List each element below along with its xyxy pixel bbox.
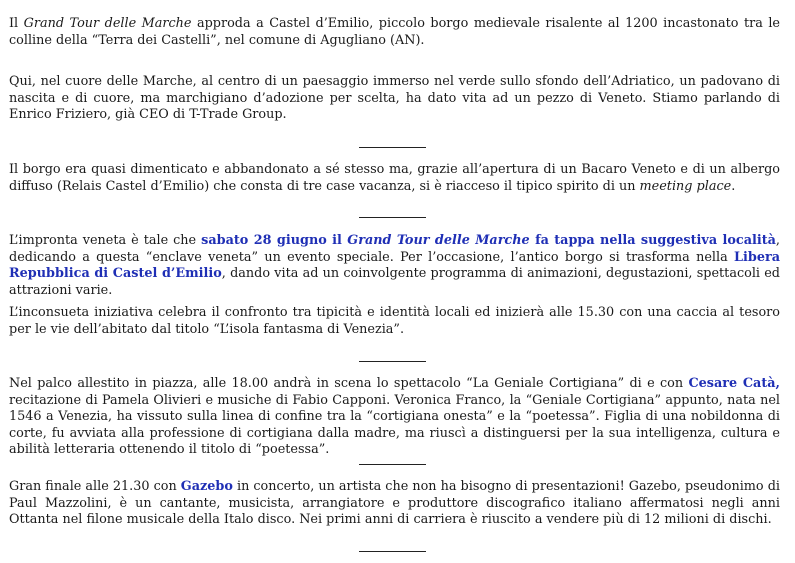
separator (359, 217, 426, 218)
paragraph-spettacolo (9, 376, 780, 459)
text: Il borgo era quasi dimenticato e abbandonato a sé stesso ma, grazie all’apertura di un Bacaro Veneto e di un albergo diffuso (Relais Castel d’Emilio) che consta di tre case vacanza, si è riacceso il tipico spirito di un (9, 162, 780, 194)
text: approda a Castel d’Emilio, piccolo borgo medievale risalente al 1200 incastonato tra le colline della “Terra dei Castelli”, nel comune di Agugliano (AN). (9, 16, 780, 48)
separator (359, 464, 426, 465)
link-text: fa tappa nella suggestiva località (529, 233, 776, 248)
separator (359, 361, 426, 362)
emphasis-grand-tour: Grand Tour delle Marche (23, 16, 192, 31)
text: Gran finale alle 21.30 con (9, 479, 181, 494)
text: Nel palco allestito in piazza, alle 18.00 andrà in scena lo spettacolo “La Geniale Cortigiana” di e con (9, 376, 689, 391)
text: in concerto, un artista che non ha bisogno di presentazioni! Gazebo, pseudonimo di Paul Mazzolini, è un cantante, musicista, arrangiatore e produttore discografico italiano affermatosi negli anni Ottanta nel filone musicale della Italo disco. Nei primi anni di carriera è riuscito a vendere più di 12 milioni di dischi. (9, 479, 780, 528)
link-text: sabato 28 giugno il (201, 233, 348, 248)
separator (359, 147, 426, 148)
text: recitazione di Pamela Olivieri e musiche di Fabio Capponi. Veronica Franco, la “Geniale Cortigiana” appunto, nata nel 1546 a Venezia, ha vissuto sulla linea di confine tra la “cortigiana onesta” e la “poetessa”. Figlia di una nobildonna di corte, fu avviata alla professione di cortigiana dalla madre, ma riuscì a distinguersi per la sua intelligenza, cultura e abilità letteraria ottenendo il titolo di “poetessa”. (9, 392, 780, 458)
paragraph-intro (9, 16, 780, 49)
text: , dando vita ad un coinvolgente programma di animazioni, degustazioni, spettacoli ed attrazioni varie. (9, 266, 780, 298)
link-libera-repubblica[interactable]: Libera Repubblica di Castel d’Emilio (9, 249, 780, 282)
text: , dedicando a questa “enclave veneta” un evento speciale. Per l’occasione, l’antico borgo si trasforma nella (9, 233, 780, 265)
link-cesare-cata[interactable]: Cesare Catà, (688, 376, 781, 391)
paragraph-borgo (9, 162, 780, 195)
separator (359, 551, 426, 552)
paragraph-friziero: Qui, nel cuore delle Marche, al centro di un paesaggio immerso nel verde sullo sfondo dell’Adriatico, un padovano di nascita e di cuore, ma marchigiano d’adozione per scelta, ha dato vita ad un pezzo di Veneto. Stiamo parlando di Enrico Friziero, già CEO di T-Trade Group. (9, 74, 780, 123)
text: L’impronta veneta è tale che (9, 233, 202, 248)
text: Il (9, 16, 24, 31)
text: . (731, 178, 736, 194)
link-text-italic: Grand Tour delle Marche (347, 233, 530, 248)
emphasis-meeting-place: meeting place (639, 178, 732, 194)
link-gazebo[interactable]: Gazebo (180, 479, 233, 494)
paragraph-gazebo (9, 479, 780, 529)
paragraph-impronta (9, 233, 780, 299)
link-grand-tour-date[interactable] (201, 233, 776, 248)
paragraph-iniziativa: L’inconsueta iniziativa celebra il confronto tra tipicità e identità locali ed inizierà alle 15.30 con una caccia al tesoro per le vie dell’abitato dal titolo “L’isola fantasma di Venezia”. (9, 305, 780, 337)
